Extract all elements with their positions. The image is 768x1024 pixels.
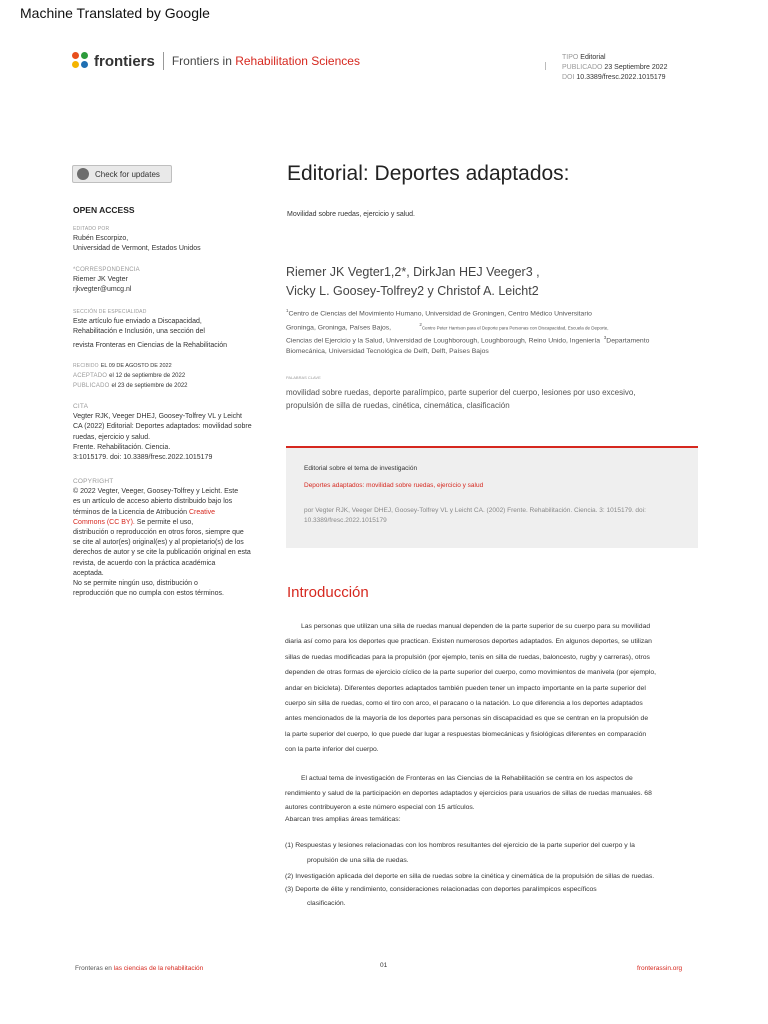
refresh-icon	[77, 168, 89, 180]
dates-block: RECIBIDO EL 09 DE AGOSTO DE 2022 ACEPTADO el 12 de septiembre de 2022 PUBLICADO el 23 de septiembre de 2022	[73, 363, 188, 390]
edited-by-block: EDITADO POR Rubén Escorpizo, Universidad de Vermont, Estados Unidos	[73, 224, 273, 255]
section-block: SECCIÓN DE ESPECIALIDAD Este artículo fue enviado a Discapacidad, Rehabilitación e Inclusión, una sección del revista Fronteras en Ciencias de la Rehabilitación	[73, 309, 228, 349]
page-number: 01	[380, 962, 388, 969]
journal-title: Frontiers in Rehabilitation Sciences	[171, 54, 360, 68]
list-item: (2) Investigación aplicada del deporte en silla de ruedas sobre la cinética y cinemática de la propulsión de sillas de ruedas.	[285, 872, 655, 880]
article-subtitle: Movilidad sobre ruedas, ejercicio y salud.	[287, 211, 416, 218]
editor-name[interactable]: Rubén Escorpizo,	[73, 235, 129, 243]
footer-site-link[interactable]: fronterassin.org	[637, 965, 683, 972]
footer-journal-link[interactable]: las ciencias de la rehabilitación	[113, 965, 204, 972]
paragraph-2: El actual tema de investigación de Fronteras en las Ciencias de la Rehabilitación se centra en los aspectos de rendimiento y salud de la participación en deportes adaptados y ejercicios para usuarios de sillas de ruedas manuales. 68 autores contribuyeron a este número especial con 15 artículos. Abarcan tres amplias áreas temáticas:	[285, 775, 652, 823]
paragraph-1: Las personas que utilizan una silla de ruedas manual dependen de la parte superior de su cuerpo para su movilidad diaria así como para los deportes que practican. Existen numerosos deportes adaptados. En algunos deportes, se utilizan sillas de ruedas modificadas para la propulsión (por ejemplo, tenis en silla de ruedas, baloncesto, rugby y carreras), otros dependen de otras formas de ejercicio cíclico de la parte superior del cuerpo, como movimientos de manivela (por ejemplo, andar en bicicleta). Diferentes deportes adaptados también pueden tener un impacto importante en la parte superior del cuerpo sin silla de ruedas, como el tiro con arco, el paracano o la natación. Lo que diferencia a los deportes adaptados antes mencionados de la mayoría de los deportes para personas sin discapacidad es que se centran en la propulsión de la parte superior del cuerpo, lo que puede dar lugar a respuestas biomecánicas y fisiológicas diferentes en comparación con la parte inferior del cuerpo.	[285, 623, 656, 754]
frontiers-logo-icon	[72, 52, 90, 70]
article-meta: TIPO Editorial PUBLICADO 23 Septiembre 2022 DOI 10.3389/fresc.2022.1015179	[562, 54, 668, 81]
topic-link[interactable]: Deportes adaptados: movilidad sobre ruedas, ejercicio y salud	[304, 482, 484, 489]
topic-citation: por Vegter RJK, Veeger DHEJ, Goosey-Tolfrey VL y Leicht CA. (2002) Frente. Rehabilitación. Ciencia. 3: 1015179. doi: 10.3389/fresc.2022.1015179	[304, 507, 646, 524]
topic-list	[285, 838, 697, 912]
list-item-cont: clasificación.	[307, 900, 346, 908]
keywords: movilidad sobre ruedas, deporte paralímpico, parte superior del cuerpo, lesiones por uso excesivo, propulsión de silla de ruedas, cinética, cinemática, clasificación	[286, 388, 636, 410]
license-link-cont[interactable]: Commons (CC BY).	[73, 518, 135, 526]
author-list: Riemer JK Vegter1,2*, DirkJan HEJ Veeger3 , Vicky L. Goosey-Tolfrey2 y Christof A. Leicht2	[286, 265, 540, 298]
journal-logo[interactable]	[72, 50, 360, 72]
logo-divider	[163, 52, 164, 70]
affiliations: $^1$Centro de Ciencias del Movimiento Humano, Universidad de Groningen, Centro Médico Universitario Groninga, Groninga, Países Bajos, $^2$Centro Peter Harrison para el Deporte para Personas con Discapacidad, Escuela de Deporte, Ciencias del Ejercicio y la Salud, Universidad de Loughborough, Loughborough, Reino Unido, Ingeniería $^3$Departamento Biomecánica, Universidad Tecnológica de Delft, Delft, Países Bajos	[286, 308, 650, 355]
email-link[interactable]: rjkvegter@umcg.nl	[73, 286, 132, 294]
list-item-cont: propulsión de una silla de ruedas.	[307, 857, 409, 865]
research-topic-box	[286, 446, 698, 548]
meta-divider	[545, 62, 546, 70]
keywords-heading: PALABRAS CLAVE	[286, 375, 321, 380]
citation-block: CITA Vegter RJK, Veeger DHEJ, Goosey-Tolfrey VL y Leicht CA (2022) Editorial: Deportes adaptados: movilidad sobre ruedas, ejercicio y salud. Frente. Rehabilitación. Ciencia. 3:1015179. doi: 10.3389/fresc.2022.1015179	[73, 403, 252, 462]
list-item: (3) Deporte de élite y rendimiento, consideraciones relacionadas con deportes paralímpicos específicos	[285, 886, 597, 894]
license-link[interactable]: Creative	[188, 508, 216, 516]
copyright-block: COPYRIGHT © 2022 Vegter, Veeger, Goosey-Tolfrey y Leicht. Este es un artículo de acceso abierto distribuido bajo los términos de la Licencia de Atribución Creative Commons (CC BY). Se permite el uso, distribución o reproducción en otros foros, siempre que se cite al autor(es) original(es) y al propietario(s) de los derechos de autor y se cite la publicación original en esta revista, de acuerdo con la práctica académica aceptada. No se permite ningún uso, distribución o reproducción que no cumpla con estos términos.	[73, 478, 251, 598]
footer-journal: Fronteras en las ciencias de la rehabilitación	[75, 965, 204, 972]
correspondence-block: *CORRESPONDENCIA Riemer JK Vegter rjkvegter@umcg.nl	[73, 265, 273, 296]
article-title: Editorial: Deportes adaptados:	[287, 162, 570, 185]
logo-wordmark: frontiers	[94, 52, 155, 70]
open-access-label: OPEN ACCESS	[73, 205, 135, 215]
doi-link[interactable]: 10.3389/fresc.2022.1015179	[576, 74, 666, 81]
translation-banner: Machine Translated by Google	[20, 5, 210, 21]
list-item: (1) Respuestas y lesiones relacionadas con los hombros resultantes del ejercicio de la parte superior del cuerpo y la	[285, 842, 635, 849]
topic-heading: Editorial sobre el tema de investigación	[304, 465, 418, 472]
check-updates-button[interactable]: Check for updates	[72, 165, 172, 183]
section-heading-introduccion: Introducción	[287, 584, 369, 601]
